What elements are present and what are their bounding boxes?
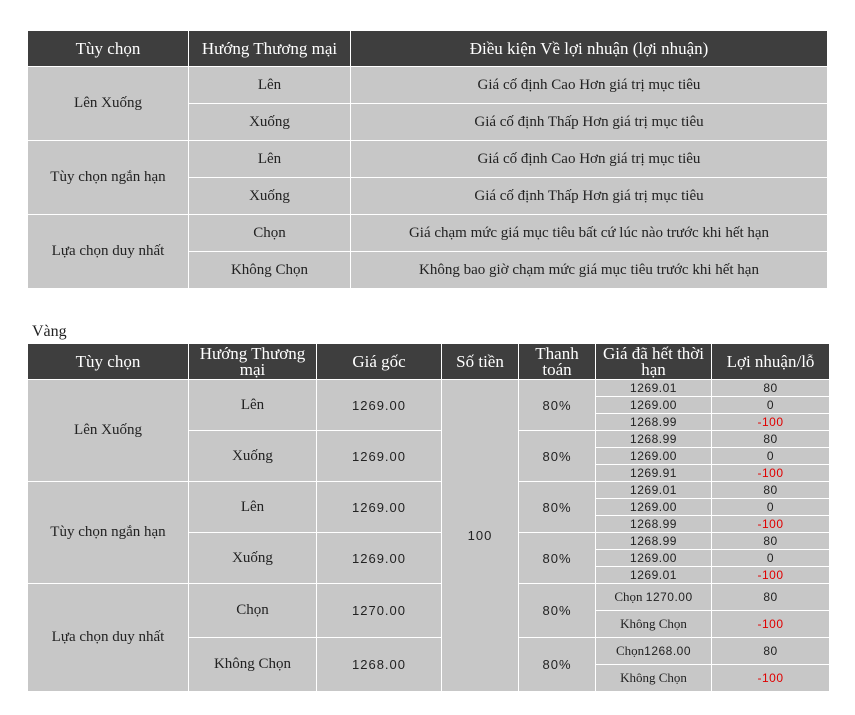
expiry-outcome-cell: Không Chọn <box>596 665 712 692</box>
expiry-price-cell: 1268.99 <box>596 414 712 431</box>
expiry-price-cell: 1269.01 <box>596 380 712 397</box>
direction-cell: Xuống <box>189 431 317 482</box>
base-price-cell: 1269.00 <box>317 482 442 533</box>
expiry-price-cell: 1269.00 <box>596 550 712 567</box>
profit-loss-cell: 0 <box>712 499 830 516</box>
profit-loss-cell: -100 <box>712 611 830 638</box>
option-cell: Tùy chọn ngắn hạn <box>28 141 189 215</box>
payout-cell: 80% <box>519 431 596 482</box>
option-cell: Lên Xuống <box>28 380 189 482</box>
direction-cell: Lên <box>189 67 351 104</box>
payout-cell: 80% <box>519 638 596 692</box>
condition-cell: Giá chạm mức giá mục tiêu bất cứ lúc nào trước khi hết hạn <box>351 215 828 252</box>
expiry-price-cell: 1269.91 <box>596 465 712 482</box>
expiry-price-cell: 1268.99 <box>596 431 712 448</box>
profit-loss-cell: 80 <box>712 380 830 397</box>
direction-cell: Xuống <box>189 104 351 141</box>
condition-cell: Không bao giờ chạm mức giá mục tiêu trước khi hết hạn <box>351 252 828 289</box>
expiry-outcome-cell <box>596 584 712 611</box>
payout-cell: 80% <box>519 533 596 584</box>
profit-loss-cell: 80 <box>712 533 830 550</box>
expiry-price-cell: 1269.00 <box>596 448 712 465</box>
expiry-outcome-cell: Không Chọn <box>596 611 712 638</box>
condition-cell: Giá cố định Thấp Hơn giá trị mục tiêu <box>351 104 828 141</box>
outcome-label: Chọn <box>614 589 643 604</box>
profit-loss-cell: -100 <box>712 465 830 482</box>
header-profit-loss: Lợi nhuận/lỗ <box>712 344 830 380</box>
expiry-price-cell: 1269.01 <box>596 567 712 584</box>
profit-loss-cell: -100 <box>712 665 830 692</box>
amount-cell: 100 <box>442 380 519 692</box>
option-cell: Lựa chọn duy nhất <box>28 215 189 289</box>
expiry-price-cell: 1269.00 <box>596 499 712 516</box>
condition-cell: Giá cố định Cao Hơn giá trị mục tiêu <box>351 141 828 178</box>
payout-cell: 80% <box>519 380 596 431</box>
expiry-outcome-cell <box>596 638 712 665</box>
header-direction: Hướng Thương mại <box>189 344 317 380</box>
header-option: Tùy chọn <box>28 31 189 67</box>
profit-loss-cell: -100 <box>712 414 830 431</box>
base-price-cell: 1270.00 <box>317 584 442 638</box>
base-price-cell: 1269.00 <box>317 431 442 482</box>
payout-cell: 80% <box>519 482 596 533</box>
expiry-price-cell: 1268.99 <box>596 533 712 550</box>
condition-cell: Giá cố định Cao Hơn giá trị mục tiêu <box>351 67 828 104</box>
base-price-cell: 1269.00 <box>317 380 442 431</box>
expiry-price-cell: 1268.99 <box>596 516 712 533</box>
direction-cell: Chọn <box>189 215 351 252</box>
direction-cell: Xuống <box>189 533 317 584</box>
header-direction: Hướng Thương mại <box>189 31 351 67</box>
profit-loss-cell: 80 <box>712 584 830 611</box>
profit-loss-cell: 80 <box>712 638 830 665</box>
header-payout: Thanh toán <box>519 344 596 380</box>
condition-cell: Giá cố định Thấp Hơn giá trị mục tiêu <box>351 178 828 215</box>
expiry-price-cell: 1269.00 <box>596 397 712 414</box>
option-cell: Lên Xuống <box>28 67 189 141</box>
conditions-table <box>27 30 828 289</box>
profit-loss-cell: -100 <box>712 516 830 533</box>
gold-example-table <box>27 343 830 692</box>
outcome-label: Chọn <box>615 643 645 658</box>
direction-cell: Lên <box>189 482 317 533</box>
direction-cell: Lên <box>189 141 351 178</box>
direction-cell: Không Chọn <box>189 252 351 289</box>
direction-cell: Không Chọn <box>189 638 317 692</box>
base-price-cell: 1268.00 <box>317 638 442 692</box>
expiry-price-cell: 1269.01 <box>596 482 712 499</box>
header-condition: Điều kiện Về lợi nhuận (lợi nhuận) <box>351 31 828 67</box>
header-option: Tùy chọn <box>28 344 189 380</box>
header-base-price: Giá gốc <box>317 344 442 380</box>
profit-loss-cell: 80 <box>712 482 830 499</box>
direction-cell: Xuống <box>189 178 351 215</box>
outcome-price: 1268.00 <box>644 644 692 658</box>
direction-cell: Chọn <box>189 584 317 638</box>
header-expiry-price: Giá đã hết thời hạn <box>596 344 712 380</box>
table-caption: Vàng <box>32 323 67 340</box>
profit-loss-cell: 0 <box>712 397 830 414</box>
profit-loss-cell: 0 <box>712 448 830 465</box>
profit-loss-cell: 0 <box>712 550 830 567</box>
outcome-price: 1270.00 <box>645 590 693 604</box>
profit-loss-cell: 80 <box>712 431 830 448</box>
payout-cell: 80% <box>519 584 596 638</box>
direction-cell: Lên <box>189 380 317 431</box>
profit-loss-cell: -100 <box>712 567 830 584</box>
base-price-cell: 1269.00 <box>317 533 442 584</box>
option-cell: Lựa chọn duy nhất <box>28 584 189 692</box>
option-cell: Tùy chọn ngắn hạn <box>28 482 189 584</box>
header-amount: Số tiền <box>442 344 519 380</box>
